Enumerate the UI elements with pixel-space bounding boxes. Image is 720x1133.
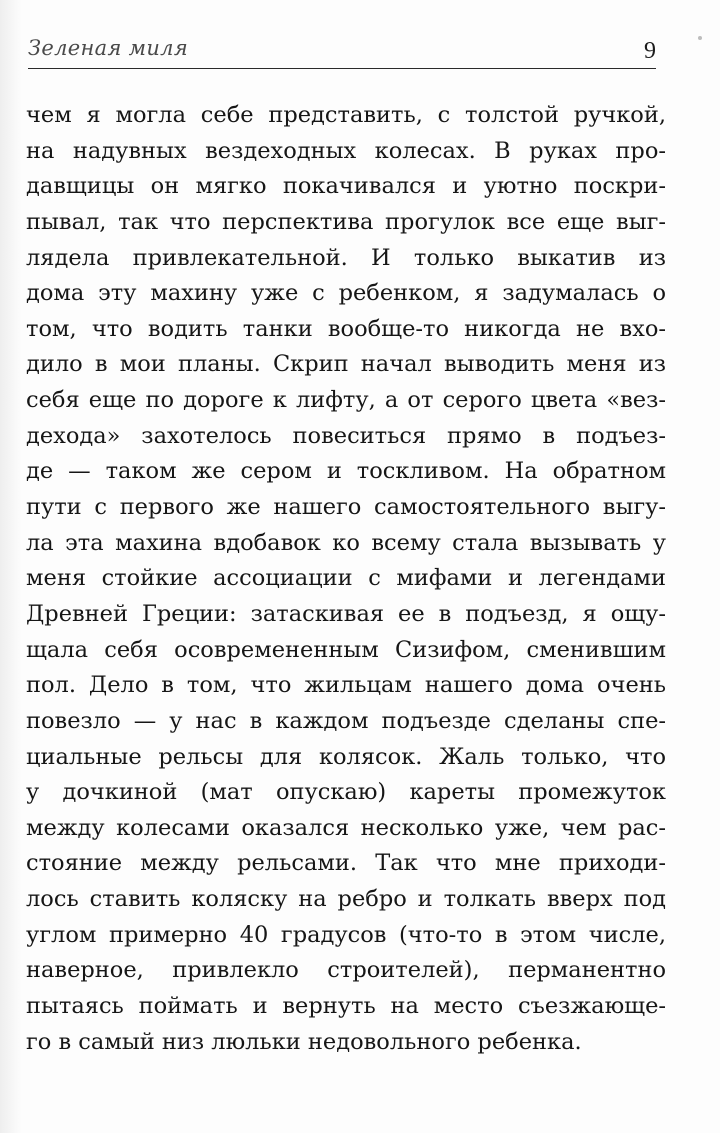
text-line: пытаясь поймать и вернуть на место съезжающе- — [26, 993, 666, 1020]
text-line: себя еще по дороге к лифту, а от серого цвета «вез- — [26, 387, 666, 414]
text-line: пол. Дело в том, что жильцам нашего дома очень — [26, 672, 666, 699]
text-line: стояние между рельсами. Так что мне приходи- — [26, 850, 666, 877]
text-line: лось ставить коляску на ребро и толкать вверх под — [26, 886, 666, 913]
text-line: на надувных вездеходных колесах. В руках про- — [26, 137, 666, 164]
text-line: у дочкиной (мат опускаю) кареты промежуток — [26, 779, 666, 806]
text-line: го в самый низ люльки недовольного ребенка. — [26, 1028, 582, 1055]
text-line: давщицы он мягко покачивался и уютно поскри- — [26, 173, 666, 200]
text-line: том, что водить танки вообще-то никогда не вхо- — [26, 315, 666, 342]
text-line: чем я могла себе представить, с толстой ручкой, — [26, 102, 666, 128]
text-line: щала себя осовремененным Сизифом, сменившим — [26, 636, 666, 663]
running-header — [28, 34, 656, 69]
text-line: повезло — у нас в каждом подъезде сделаны спе- — [26, 707, 666, 734]
text-line: дома эту махину уже с ребенком, я задумалась о — [26, 280, 666, 307]
text-line: между колесами оказался несколько уже, чем рас- — [26, 814, 666, 841]
page-edge-shadow — [0, 0, 22, 1133]
text-line: циальные рельсы для колясок. Жаль только, что — [26, 743, 666, 770]
text-line: меня стойкие ассоциации с мифами и легендами — [26, 565, 666, 592]
running-title: Зеленая миля — [28, 36, 189, 60]
text-line: ла эта махина вдобавок ко всему стала вызывать у — [26, 529, 666, 556]
body-text — [26, 98, 666, 1060]
text-line: углом примерно 40 градусов (что-то в этом числе, — [26, 921, 666, 948]
text-line: де — таком же сером и тоскливом. На обратном — [26, 458, 666, 485]
text-line: лядела привлекательной. И только выкатив из — [26, 244, 666, 271]
text-line: дило в мои планы. Скрип начал выводить меня из — [26, 351, 666, 378]
scan-speck — [698, 36, 702, 40]
page-number: 9 — [644, 38, 656, 64]
text-line: дехода» захотелось повеситься прямо в подъез- — [26, 422, 666, 449]
text-line: Древней Греции: затаскивая ее в подъезд, я ощу- — [26, 600, 666, 627]
text-line: пывал, так что перспектива прогулок все еще выг- — [26, 208, 666, 235]
text-line: наверное, привлекло строителей), перманентно — [26, 957, 666, 984]
text-line: пути с первого же нашего самостоятельного выгу- — [26, 494, 666, 521]
